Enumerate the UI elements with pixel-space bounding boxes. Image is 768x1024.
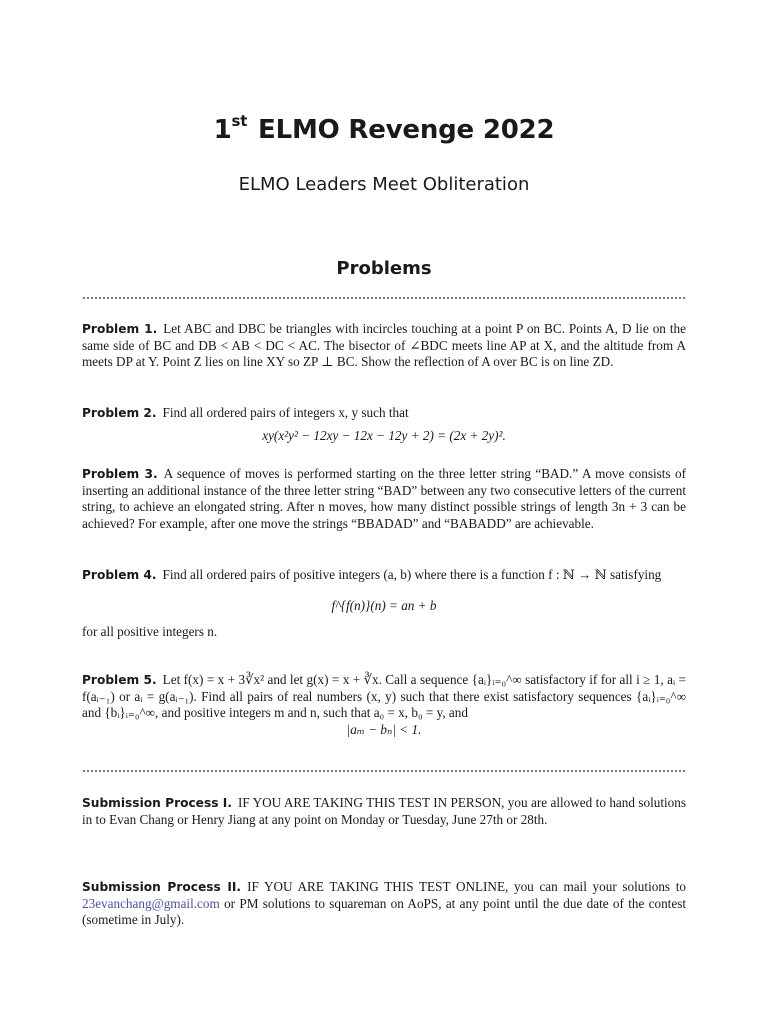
submission-label: Submission Process I.	[82, 796, 232, 810]
title-number: 1	[213, 115, 232, 145]
problem-equation: f^{f(n)}(n) = an + b	[331, 597, 437, 613]
problem-1	[82, 321, 686, 371]
problem-text: Let ABC and DBC be triangles with incircles touching at a point P on BC. Points A, D lie on the same side of BC and DB < AB < DC < AC. The bisector of ∠BDC meets line AP at X, and the altitude from A meets DP at Y. Point Z lies on line XY so ZP ⊥ BC. Show the reflection of A over BC is on line ZD.	[82, 321, 686, 370]
email-link[interactable]: 23evanchang@gmail.com	[82, 895, 220, 911]
submission-label: Submission Process II.	[82, 880, 242, 894]
problem-equation: xy(x²y² − 12xy − 12x − 12y + 2) = (2x + 2y)².	[262, 427, 506, 443]
problem-text: Find all ordered pairs of integers x, y such that	[162, 405, 409, 420]
problem-3	[82, 466, 686, 532]
problem-label: Problem 1.	[82, 322, 158, 336]
problem-text: A sequence of moves is performed starting on the three letter string “BAD.” A move consists of inserting an additional instance of the three letter string “BAD” between any two consecutive letters of the current string, to achieve an elongated string. After n moves, how many distinct possible strings of length 3n + 3 can be achieved? For example, after one move the strings “BBADAD” and “BABADD” are achievable.	[82, 466, 686, 531]
title-superscript: st	[231, 112, 248, 130]
problem-2	[82, 405, 686, 450]
problem-label: Problem 3.	[82, 467, 158, 481]
problem-label: Problem 5.	[82, 673, 157, 687]
problem-label: Problem 4.	[82, 568, 157, 582]
submission-process-1	[82, 795, 686, 828]
page-title	[0, 112, 768, 145]
dotted-divider-bottom	[83, 770, 685, 772]
submission-text-before: IF YOU ARE TAKING THIS TEST ONLINE, you can mail your solutions to	[247, 879, 686, 894]
submission-text: IF YOU ARE TAKING THIS TEST IN PERSON, you are allowed to hand solutions in to Evan Chang or Henry Jiang at any point on Monday or Tuesday, June 27th or 28th.	[82, 795, 686, 827]
page-subtitle: ELMO Leaders Meet Obliteration	[238, 174, 530, 195]
problem-text: Let f(x) = x + 3∛x² and let g(x) = x + ∛x. Call a sequence {aᵢ}ᵢ₌₀^∞ satisfactory if for all i ≥ 1, aᵢ = f(aᵢ₋₁) or aᵢ = g(aᵢ₋₁). Find all pairs of real numbers (x, y) such that there exist satisfactory sequences {aᵢ}ᵢ₌₀^∞ and {bᵢ}ᵢ₌₀^∞, and positive integers m and n, such that a₀ = x, b₀ = y, and	[82, 672, 686, 721]
problem-text: Find all ordered pairs of positive integers (a, b) where there is a function f : ℕ → ℕ satisfying	[162, 567, 662, 582]
problem-5	[82, 672, 686, 744]
section-heading: Problems	[336, 258, 432, 279]
problem-equation: |aₘ − bₙ| < 1.	[346, 721, 422, 737]
problem-after-text: for all positive integers n.	[82, 624, 218, 640]
title-text: ELMO Revenge 2022	[258, 115, 555, 145]
submission-process-2	[82, 879, 686, 929]
problem-label: Problem 2.	[82, 406, 157, 420]
submission-text-after: or PM solutions to squareman on AoPS, at any point until the due date of the contest (sometime in July).	[82, 895, 686, 928]
problem-4	[82, 567, 686, 641]
dotted-divider-top	[83, 297, 685, 299]
